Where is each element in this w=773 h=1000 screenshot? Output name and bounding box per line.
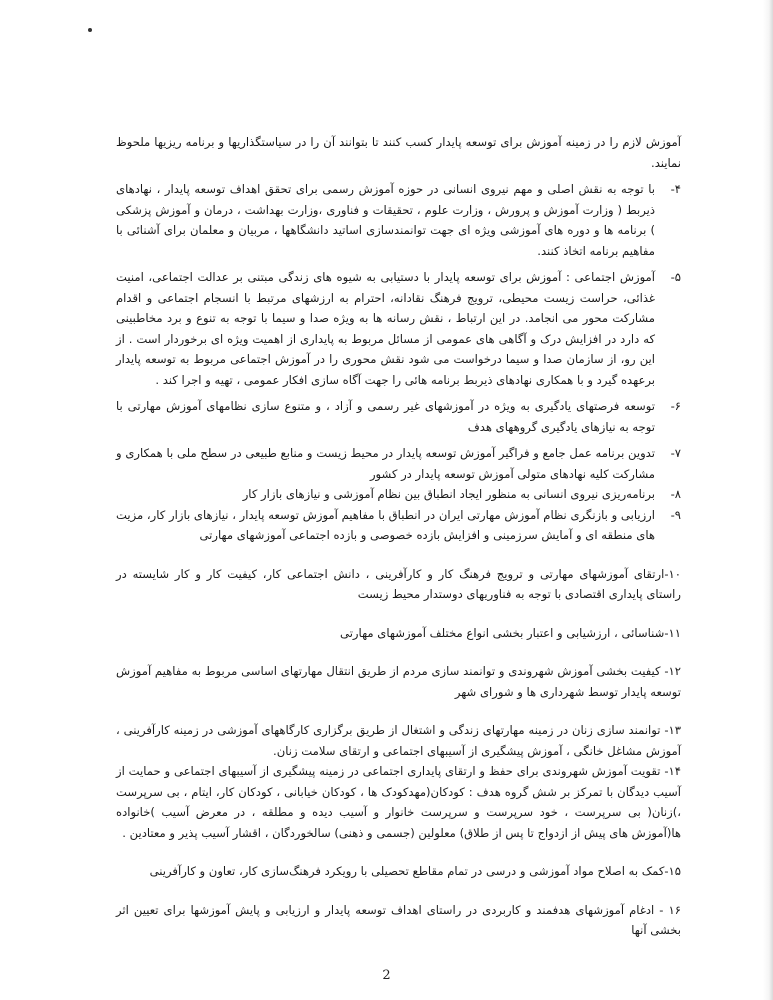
item-number: ۶- (670, 399, 681, 413)
item-text: برنامه‌ریزی نیروی انسانی به منظور ایجاد انطباق بین نظام آموزشی و نیازهای بازار کار (242, 487, 655, 501)
item-12: ۱۲- کیفیت بخشی آموزش شهروندی و توانمند سازی مردم از طریق انتقال مهارتهای اساسی مربوط به مفاهیم آموزش توسعه پایدار توسط شهرداری ها و شورای شهر (116, 664, 681, 699)
item-text: آموزش اجتماعی : آموزش برای توسعه پایدار با دستیابی به شیوه های زندگی مبتنی بر عدالت اجتماعی، امنیت غذائی، حراست زیست محیطی، ترویج فرهنگ نقادانه، احترام به ارزشهای مرتبط با انسجام اجتماعی و اقدام مشارکت محور می انجامد. در این ارتباط ، نقش رسانه ها به ویژه صدا و سیما با توجه به تنوع و برد مخاطبینی که دارد در افزایش درک و آگاهی های عمومی از مسائل مربوط به پایداری از اهمیت ویژه ای برخوردار است . از این رو، از سازمان صدا و سیما درخواست می شود نقش محوری را در آموزش اجتماعی مربوط به توسعه پایدار برعهده گیرد و با همکاری نهادهای ذیربط برنامه هائی را جهت آگاه سازی افکار عمومی ، تهیه و اجرا کند . (116, 270, 655, 387)
document-body (116, 132, 681, 941)
item-9 (116, 505, 681, 546)
item-4 (116, 179, 681, 261)
item-number: ۷- (670, 446, 681, 460)
item-11: ۱۱-شناسائی ، ارزشیابی و اعتبار بخشی انواع مختلف آموزشهای مهارتی (340, 625, 681, 640)
scan-speck (88, 28, 92, 32)
item-6 (116, 396, 681, 437)
item-14: ۱۴- تقویت آموزش شهروندی برای حفظ و ارتقای پایداری اجتماعی در زمینه پیشگیری از آسیبهای اجتماعی و حمایت از آسیب دیدگان با تمرکز بر شش گروه هدف : کودکان(مهدکودک ها ، کودکان خیابانی ، کودکان کار، ایتام ، بی سرپرست ،)زنان( بی سرپرست ، خود سرپرست و سرپرست خانوار و آسیب دیده و مطلقه ، در معرض آسیب )خانواده ها(آموزش های پیش از ازدواج تا پس از طلاق) معلولین (جسمی و ذهنی) سالخوردگان ، اقشار آسیب پذیر و معتادین . (116, 764, 681, 840)
item-10: ۱۰-ارتقای آموزشهای مهارتی و ترویج فرهنگ کار و کارآفرینی ، دانش اجتماعی کار، کیفیت کار و کار شایسته در راستای پایداری اقتصادی با توجه به فناوریهای دوستدار محیط زیست (116, 566, 681, 601)
item-15: ۱۵-کمک به اصلاح مواد آموزشی و درسی در تمام مقاطع تحصیلی با رویکرد فرهنگ‌سازی کار، تعاون و کارآفرینی (149, 864, 681, 878)
item-13: ۱۳- توانمند سازی زنان در زمینه مهارتهای زندگی و اشتغال از طریق برگزاری کارگاههای آموزشی در زمینه کارآفرینی ، آموزش مشاغل خانگی ، آموزش پیشگیری از آسیبهای اجتماعی و ارتقای سلامت زنان. (116, 723, 681, 758)
page-number: 2 (382, 968, 391, 983)
item-16: ۱۶ - ادغام آموزشهای هدفمند و کاربردی در راستای اهداف توسعه پایدار و ارزیابی و پایش آموزشها برای تعیین اثر بخشی آنها (116, 902, 681, 937)
item-text: توسعه فرصتهای یادگیری به ویژه در آموزشهای غیر رسمی و آزاد ، و متنوع سازی نظامهای آموزش مهارتی با توجه به نیازهای یادگیری گروههای هدف (116, 399, 655, 434)
item-5 (116, 267, 681, 390)
item-number: ۵- (670, 270, 681, 284)
page-edge-shadow (763, 0, 773, 1000)
intro-paragraph: آموزش لازم را در زمینه آموزش برای توسعه پایدار کسب کنند تا بتوانند آن را در سیاستگذاریها و برنامه ریزیها ملحوظ نمایند. (116, 135, 681, 170)
item-number: ۹- (670, 507, 681, 522)
item-text: تدوین برنامه عمل جامع و فراگیر آموزش توسعه پایدار در محیط زیست و منابع طبیعی در سطح ملی با همکاری و مشارکت کلیه نهادهای متولی آموزش توسعه پایدار در کشور (116, 446, 655, 481)
item-number: ۸- (670, 487, 681, 501)
item-text: با توجه به نقش اصلی و مهم نیروی انسانی در حوزه آموزش رسمی برای تحقق اهداف توسعه پایدار ، نهادهای ذیربط ( وزارت آموزش و پرورش ، وزارت علوم ، تحقیقات و فناوری ،وزارت بهداشت ، درمان و آموزش پزشکی ) برنامه ها و دوره های آموزشی ویژه ای جهت توانمندسازی اساتید دانشگاهها ، مربیان و معلمان برای آشنائی با مفاهیم برنامه اتخاذ کنند. (116, 182, 655, 258)
item-text: ارزیابی و بازنگری نظام آموزش مهارتی ایران در انطباق با مفاهیم آموزش توسعه پایدار ، نیازهای بازار کار، مزیت های منطقه ای و آمایش سرزمینی و افزایش بازده خصوصی و بازده اجتماعی آموزشهای مهارتی (116, 507, 655, 542)
item-8 (116, 484, 681, 505)
item-number: ۴- (670, 182, 681, 196)
item-7 (116, 443, 681, 484)
